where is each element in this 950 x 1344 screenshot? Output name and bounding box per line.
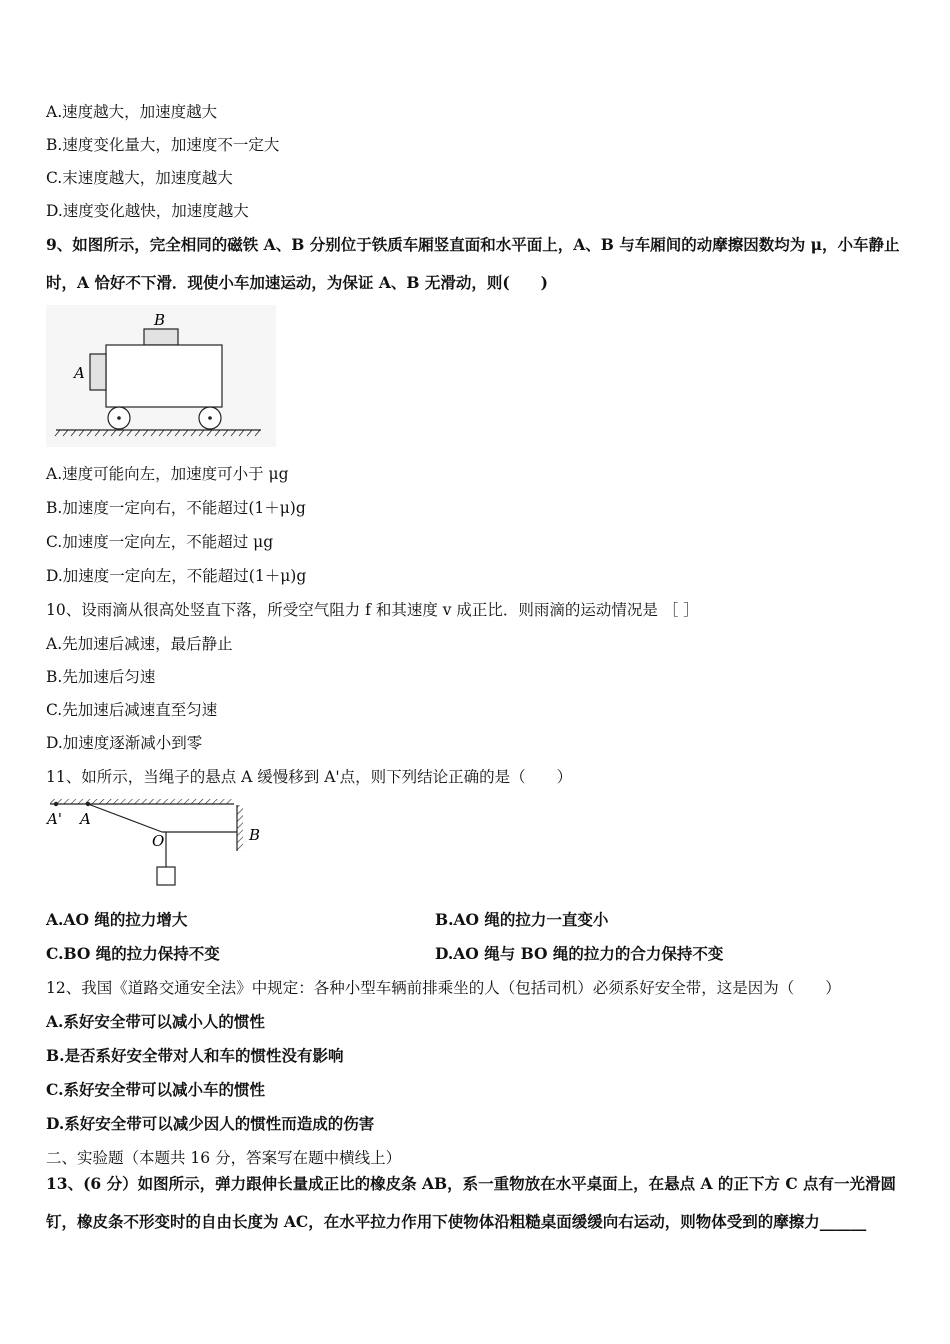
magnet-b [144, 329, 178, 345]
q9-option-d: D.加速度一定向左，不能超过(1＋μ)g [46, 567, 307, 585]
magnet-a [90, 354, 106, 390]
q11-option-d: D.AO 绳与 BO 绳的拉力的合力保持不变 [435, 944, 724, 963]
q10-option-a: A.先加速后减速，最后静止 [46, 635, 233, 653]
q9-option-b: B.加速度一定向右，不能超过(1＋μ)g [46, 499, 306, 517]
q11-option-a: A.AO 绳的拉力增大 [46, 910, 188, 929]
q10-option-d: D.加速度逐渐减小到零 [46, 734, 203, 752]
q9-cart-figure [46, 305, 276, 447]
q8-option-c: C.末速度越大，加速度越大 [46, 169, 233, 187]
q11-rope-figure [44, 795, 274, 890]
q13-line2: 钉，橡皮条不形变时的自由长度为 AC，在水平拉力作用下使物体沿粗糙桌面缓缓向右运动，则物体受到的摩擦力______ [46, 1212, 867, 1231]
q8-option-b: B.速度变化量大，加速度不一定大 [46, 136, 280, 154]
q10-stem: 10、设雨滴从很高处竖直下落，所受空气阻力 f 和其速度 v 成正比．则雨滴的运动情况是 ［ ］ [46, 601, 699, 619]
label-o: O [152, 832, 165, 850]
q8-option-d: D.速度变化越快，加速度越大 [46, 202, 249, 220]
q10-option-c: C.先加速后减速直至匀速 [46, 701, 218, 719]
q8-option-a: A.速度越大，加速度越大 [46, 103, 218, 121]
label-b: B [249, 826, 261, 844]
q12-stem: 12、我国《道路交通安全法》中规定：各种小型车辆前排乘坐的人（包括司机）必须系好安全带，这是因为（ ） [46, 979, 841, 997]
q12-option-a: A.系好安全带可以减小人的惯性 [46, 1012, 265, 1031]
label-b: B [154, 311, 166, 329]
section2-title: 二、实验题（本题共 16 分，答案写在题中横线上） [46, 1149, 402, 1167]
label-a: A [80, 810, 91, 828]
rope-ao [88, 804, 162, 832]
q11-option-b: B.AO 绳的拉力一直变小 [435, 910, 609, 929]
cart-body [106, 345, 222, 407]
weight-block [157, 867, 175, 885]
q11-stem: 11、如所示，当绳子的悬点 A 缓慢移到 A'点，则下列结论正确的是（ ） [46, 768, 573, 786]
label-a-prime: A' [47, 810, 62, 828]
q12-option-d: D.系好安全带可以减少因人的惯性而造成的伤害 [46, 1114, 375, 1133]
q9-stem-line2: 时，A 恰好不下滑．现使小车加速运动，为保证 A、B 无滑动，则( ) [46, 273, 549, 292]
q12-option-c: C.系好安全带可以减小车的惯性 [46, 1080, 265, 1099]
q9-stem-line1: 9、如图所示，完全相同的磁铁 A、B 分别位于铁质车厢竖直面和水平面上，A、B 与车厢间的动摩擦因数均为 μ，小车静止 [46, 235, 900, 254]
q9-option-a: A.速度可能向左，加速度可小于 μg [46, 465, 289, 483]
q13-line1: 13、(6 分）如图所示，弹力跟伸长量成正比的橡皮条 AB，系一重物放在水平桌面上，在悬点 A 的正下方 C 点有一光滑圆 [46, 1174, 897, 1193]
q9-option-c: C.加速度一定向左，不能超过 μg [46, 533, 274, 551]
q11-option-c: C.BO 绳的拉力保持不变 [46, 944, 220, 963]
q10-option-b: B.先加速后匀速 [46, 668, 156, 686]
q12-option-b: B.是否系好安全带对人和车的惯性没有影响 [46, 1046, 344, 1065]
label-a: A [74, 364, 85, 382]
